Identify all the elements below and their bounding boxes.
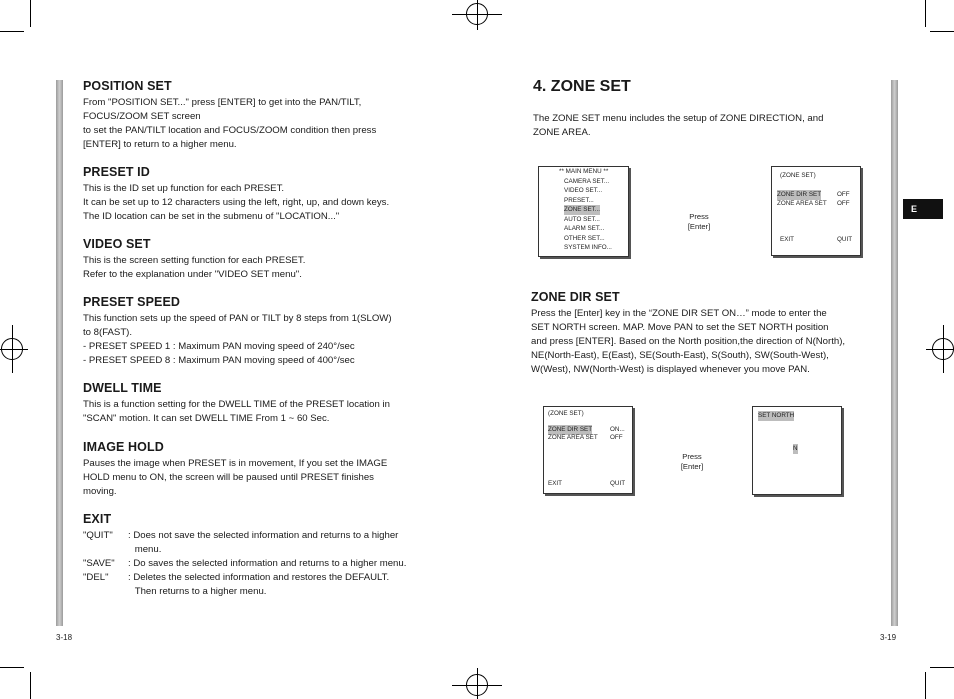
section-line: This is the screen setting function for each PRESET.	[83, 255, 306, 266]
section-line: "SCAN" motion. It can set DWELL TIME From 1 ~ 60 Sec.	[83, 413, 330, 424]
section-line: W(West), NW(North-West) is displayed whenever you move PAN.	[531, 364, 810, 375]
press-enter-label-1: Press [Enter]	[687, 212, 711, 231]
set-north-header: SET NORTH	[758, 412, 795, 419]
section-line: moving.	[83, 486, 117, 497]
section-title: PRESET SPEED	[83, 295, 181, 309]
zone-dir-set-label: ZONE DIR SET	[777, 191, 822, 198]
quit-label: QUIT	[610, 480, 626, 487]
section-line: and press [ENTER]. Based on the North position,the direction of N(North),	[531, 336, 846, 347]
section-line: It can be set up to 12 characters using the left, right, up, and down keys.	[83, 197, 390, 208]
exit-key: "QUIT"	[83, 530, 113, 541]
section-title: EXIT	[83, 512, 112, 526]
exit-key: "SAVE"	[83, 558, 115, 569]
menu-item-auto-set: AUTO SET...	[564, 215, 600, 223]
intro-line: ZONE AREA.	[533, 127, 591, 138]
main-menu-header: ** MAIN MENU **	[559, 168, 609, 175]
section-line: Pauses the image when PRESET is in movement, If you set the IMAGE	[83, 458, 388, 469]
exit-desc: : Does not save the selected information and returns to a higher	[128, 530, 399, 541]
zone-dir-set-label: ZONE DIR SET	[548, 426, 593, 433]
section-line: to set the PAN/TILT location and FOCUS/ZOOM condition then press	[83, 125, 377, 136]
section-line: HOLD menu to ON, the screen will be paused until PRESET finishes	[83, 472, 374, 483]
page-number-left: 3-18	[56, 633, 73, 642]
zone-area-set-value: OFF	[610, 434, 623, 441]
section-position-set	[83, 79, 423, 152]
section-line: From "POSITION SET..." press [ENTER] to get into the PAN/TILT,	[83, 97, 362, 108]
section-line: This is a function setting for the DWELL TIME of the PRESET location in	[83, 399, 390, 410]
section-image-hold	[83, 440, 423, 499]
zone-area-set-label: ZONE AREA SET	[777, 200, 827, 207]
section-title: ZONE DIR SET	[531, 290, 620, 304]
section-line: FOCUS/ZOOM SET screen	[83, 111, 201, 122]
exit-label: EXIT	[548, 480, 562, 487]
zone-area-set-value: OFF	[837, 200, 850, 207]
exit-desc-cont: Then returns to a higher menu.	[134, 586, 267, 597]
zone-dir-set-value: OFF	[837, 191, 850, 198]
section-line: The ID location can be set in the submenu of "LOCATION..."	[83, 211, 340, 222]
section-title: PRESET ID	[83, 165, 150, 179]
zone-set-header: (ZONE SET)	[548, 410, 584, 417]
section-title: POSITION SET	[83, 79, 172, 93]
menu-item-other-set: OTHER SET...	[564, 234, 605, 242]
section-line: SET NORTH screen. MAP. Move PAN to set the SET NORTH position	[531, 322, 829, 333]
section-exit	[83, 512, 423, 599]
section-line: This is the ID set up function for each PRESET.	[83, 183, 285, 194]
zone-set-header: (ZONE SET)	[780, 172, 816, 179]
section-line: NE(North-East), E(East), SE(South-East), S(South), SW(South-West),	[531, 350, 829, 361]
zone-area-set-label: ZONE AREA SET	[548, 434, 598, 441]
zone-set-screen-2	[543, 406, 633, 494]
menu-item-alarm-set: ALARM SET...	[564, 225, 605, 232]
exit-desc: : Deletes the selected information and restores the DEFAULT.	[128, 572, 390, 583]
section-dwell-time	[83, 381, 423, 426]
section-title: DWELL TIME	[83, 381, 162, 395]
set-north-screen	[752, 406, 842, 495]
menu-item-zone-set: ZONE SET...	[564, 206, 601, 213]
zone-set-screen-1	[771, 166, 861, 256]
north-marker: N	[793, 445, 798, 452]
exit-item-quit	[83, 529, 423, 543]
section-line: [ENTER] to return to a higher menu.	[83, 139, 237, 150]
exit-item-save	[83, 557, 423, 571]
section-line: to 8(FAST).	[83, 327, 133, 338]
page-title: 4. ZONE SET	[533, 78, 631, 95]
page-number-right: 3-19	[880, 633, 897, 642]
exit-desc-cont: menu.	[134, 544, 162, 555]
section-preset-id	[83, 165, 423, 224]
section-preset-speed	[83, 295, 423, 368]
exit-item-quit-cont	[83, 543, 423, 557]
exit-item-del-cont	[83, 585, 423, 599]
section-line: - PRESET SPEED 8 : Maximum PAN moving speed of 400°/sec	[83, 355, 355, 366]
right-margin-bar	[891, 80, 898, 626]
menu-item-video-set: VIDEO SET...	[564, 187, 603, 194]
section-title: VIDEO SET	[83, 237, 151, 251]
exit-item-del	[83, 571, 423, 585]
menu-item-system-info: SYSTEM INFO...	[564, 244, 612, 251]
language-tab: E	[903, 199, 943, 219]
menu-item-camera-set: CAMERA SET...	[564, 177, 610, 185]
exit-label: EXIT	[780, 236, 794, 243]
section-line: - PRESET SPEED 1 : Maximum PAN moving speed of 240°/sec	[83, 341, 355, 352]
section-line: This function sets up the speed of PAN or TILT by 8 steps from 1(SLOW)	[83, 313, 392, 324]
intro-line: The ZONE SET menu includes the setup of ZONE DIRECTION, and	[533, 113, 824, 124]
menu-item-preset: PRESET...	[564, 196, 594, 204]
exit-desc: : Do saves the selected information and returns to a higher menu.	[128, 558, 407, 569]
press-enter-label-2: Press [Enter]	[680, 452, 704, 471]
intro-text	[533, 112, 873, 140]
section-line: Press the [Enter] key in the “ZONE DIR SET ON…” mode to enter the	[531, 308, 827, 319]
zone-dir-set-value: ON...	[610, 426, 625, 433]
quit-label: QUIT	[837, 236, 853, 243]
section-title: IMAGE HOLD	[83, 440, 164, 454]
section-video-set	[83, 237, 423, 282]
exit-key: "DEL"	[83, 572, 109, 583]
section-line: Refer to the explanation under "VIDEO SET menu".	[83, 269, 302, 280]
main-menu-screen	[538, 166, 629, 257]
section-zone-dir-set	[531, 290, 876, 377]
left-margin-bar	[56, 80, 63, 626]
